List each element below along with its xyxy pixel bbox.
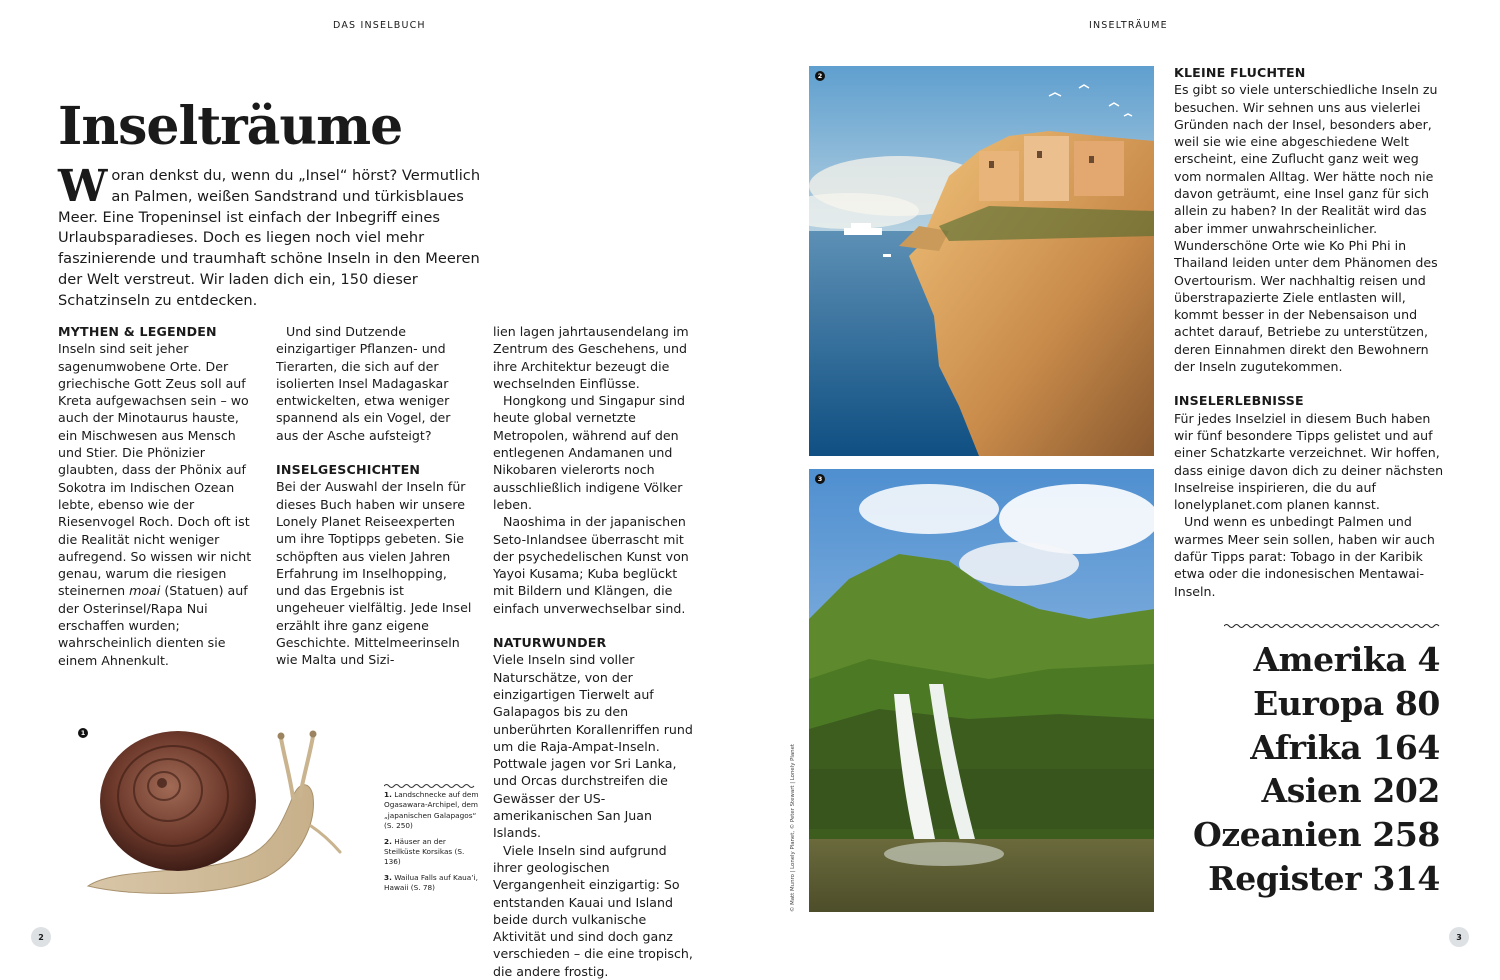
heading-inselgeschichten: INSELGESCHICHTEN	[276, 462, 421, 478]
heading-mythen: MYTHEN & LEGENDEN	[58, 324, 217, 339]
page-number-left: 2	[31, 927, 51, 947]
col3-paragraph-3: Naoshima in der japanischen Seto-Inlandsee überrascht mit der psychedelischen Kunst von Yayoi Kusama; Kuba beglückt mit Bildern und Klängen, die einfach unverwechselbar sind.	[493, 514, 689, 616]
running-head-right: INSELTRÄUME	[1089, 20, 1168, 31]
caption-3: 3. Wailua Falls auf Kaua’i, Hawaii (S. 78)	[384, 872, 478, 893]
col1-body: Inseln sind seit jeher sagenumwobene Orte. Der griechische Gott Zeus soll auf Kreta aufgewachsen sein – wo auch der Minotaurus hauste, ein Mischwesen aus Mensch und Stier. Die Phönizier glaubten, dass der Phönix auf Sokotra im Indischen Ozean lebte, ebenso wie der Riesenvogel Roch. Doch oft ist die Realität nicht weniger aufregend. So wissen wir nicht genau, warum die riesigen steinernen moai (Statuen) auf der Osterinsel/Rapa Nui erschaffen wurden; wahrscheinlich dienten sie einem Ahnenkult.	[58, 341, 252, 668]
page-title: Inselträume	[58, 96, 403, 157]
column-3	[493, 323, 693, 980]
intro-text: oran denkst du, wenn du „Insel“ hörst? Vermutlich an Palmen, weißen Sandstrand und türkisblaues Meer. Eine Tropeninsel ist einfach der Inbegriff eines Urlaubsparadieses. Doch es liegen noch viel mehr faszinierende und traumhaft schöne Inseln in den Meeren der Welt verstreut. Wir laden dich ein, 150 dieser Schatzinseln zu entdecken.	[58, 167, 481, 309]
page-number-right: 3	[1449, 927, 1469, 947]
column-2	[276, 323, 474, 669]
col2-paragraph-2: Bei der Auswahl der Inseln für dieses Buch haben wir unsere Lonely Planet Reiseexperten um ihre Toptipps gebeten. Sie schöpften aus vielen Jahren Erfahrung im Inselhopping, und das Ergebnis ist ungeheuer vielfältig. Jede Insel erzählt ihre ganz eigene Geschichte. Mittelmeerinseln wie Malta und Sizi-	[276, 479, 472, 668]
caption-1: 1. Landschnecke auf dem Ogasawara-Archipel, dem „japanischen Galapagos“ (S. 250)	[384, 790, 479, 831]
photo-credit: © Matt Munro | Lonely Planet, © Peter Stewart | Lonely Planet	[790, 743, 796, 912]
table-of-contents	[1193, 638, 1440, 901]
col3-paragraph-2: Hongkong und Singapur sind heute global vernetzte Metropolen, während auf den entlegenen Andamanen und Nikobaren vielerorts noch ausschließlich indigene Völker leben.	[493, 393, 686, 512]
heading-inselerlebnisse: INSELERLEBNISSE	[1174, 393, 1304, 409]
toc-entry-ozeanien[interactable]: Ozeanien 258	[1193, 815, 1440, 855]
corsica-cliff-photo	[809, 66, 1154, 456]
toc-entry-amerika[interactable]: Amerika 4	[1253, 640, 1440, 679]
col3-paragraph-5: Viele Inseln sind aufgrund ihrer geologischen Vergangenheit einzigartig: So entstanden Kauai und Island beide durch vulkanische Aktivität und sind doch ganz verschieden – die eine tropisch, die andere frostig.	[493, 842, 693, 979]
toc-entry-europa[interactable]: Europa 80	[1253, 683, 1440, 723]
col3-paragraph-1: lien lagen jahrtausendelang im Zentrum des Geschehens, und ihre Architektur bezeugt die wechselnden Einflüsse.	[493, 324, 689, 391]
heading-kleine-fluchten: KLEINE FLUCHTEN	[1174, 65, 1306, 80]
toc-entry-asien[interactable]: Asien 202	[1261, 771, 1440, 811]
col4-paragraph-2: Für jedes Inselziel in diesem Buch haben wir fünf besondere Tipps gelistet und auf einer Schatzkarte verzeichnet. Wir hoffen, dass einige davon dich zu deiner nächsten Inselreise inspirieren, die du auf lonelyplanet.com planen kannst.	[1174, 410, 1444, 513]
toc-entry-afrika[interactable]: Afrika 164	[1250, 727, 1440, 767]
snail-illustration	[78, 726, 348, 898]
col2-paragraph-1: Und sind Dutzende einzigartiger Pflanzen- und Tierarten, die sich auf der isolierten Insel Madagaskar entwickelten, etwa weniger spannend als ein Vogel, der aus der Asche aufsteigt?	[276, 324, 451, 443]
figure-badge-2: 2	[815, 71, 825, 81]
col4-paragraph-1: Es gibt so viele unterschiedliche Inseln zu besuchen. Wir sehnen uns aus vielerlei Gründen nach der Insel, besonders aber, weil sie wie eine abgeschiedene Welt erscheint, eine Zuflucht ganz weit weg vom normalen Alltag. Wer hätte noch nie davon geträumt, eine Insel ganz für sich allein zu haben? In der Realität wird das aber immer unwahrscheinlicher. Wunderschöne Orte wie Ko Phi Phi in Thailand leiden unter dem Phänomen des Overtourism. Wer nachhaltig reisen und überstrapazierte Ziele entlasten will, kommt besser in der Nebensaison und achtet darauf, Betriebe zu unterstützen, deren Einnahmen direkt den Bewohnern der Inseln zugutekommen.	[1174, 82, 1438, 375]
heading-naturwunder: NATURWUNDER	[493, 635, 607, 651]
running-head-left: DAS INSELBUCH	[333, 20, 426, 31]
intro-paragraph	[58, 161, 498, 312]
toc-entry-register[interactable]: Register 314	[1208, 858, 1440, 898]
waterfall-photo	[809, 469, 1154, 912]
caption-2: 2. Häuser an der Steilküste Korsikas (S. 136)	[384, 836, 465, 867]
col4-paragraph-3: Und wenn es unbedingt Palmen und warmes Meer sein sollen, haben wir auch dafür Tipps parat: Tobago in der Karibik etwa oder die indonesischen Mentawai-Inseln.	[1174, 514, 1435, 599]
column-4	[1174, 64, 1446, 600]
figure-badge-3: 3	[815, 474, 825, 484]
col3-paragraph-4: Viele Inseln sind voller Naturschätze, von der einzigartigen Tierwelt auf Galapagos bis zu den unberührten Korallenriffen rund um die Raja-Ampat-Inseln. Pottwale jagen vor Sri Lanka, und Orcas durchstreifen die Gewässer der US-amerikanischen San Juan Islands.	[493, 652, 693, 841]
captions	[384, 790, 480, 899]
column-1	[58, 323, 258, 669]
toc-wavy-rule	[1224, 623, 1442, 629]
drop-cap: W	[58, 161, 108, 212]
figure-badge-1: 1	[78, 728, 88, 738]
caption-wavy-rule	[384, 783, 476, 789]
